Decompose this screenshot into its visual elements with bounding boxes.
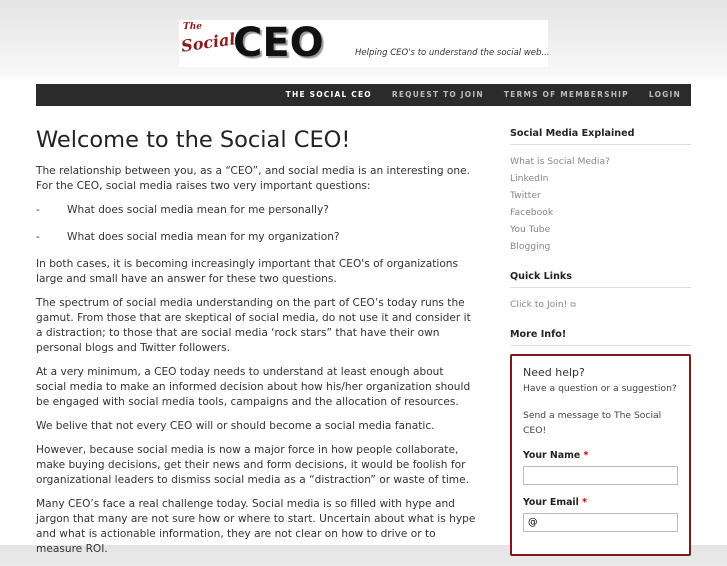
name-input[interactable] [523,466,678,485]
main-content [36,126,476,566]
logo-the: The [183,22,202,32]
nav-item-terms-of-membership[interactable]: TERMS OF MEMBERSHIP [503,90,629,99]
email-input[interactable] [523,513,678,532]
help-title: Need help? [523,366,585,379]
sidebar-link-facebook[interactable]: Facebook [510,207,554,218]
click-to-join-label: Click to Join! [510,299,568,310]
intro-paragraph: The relationship between you, as a “CEO”, and social media is an interesting one. For the CEO, social media raises two very important questions: [36,165,471,192]
sidebar-link-blogging[interactable]: Blogging [510,241,551,252]
sidebar-link-what-is-social-media[interactable]: What is Social Media? [510,156,610,167]
social-media-explained-heading: Social Media Explained [510,128,691,145]
sidebar-link-twitter[interactable]: Twitter [510,190,541,201]
sidebar-link-youtube[interactable]: You Tube [510,224,551,235]
name-label-text: Your Name [523,450,581,461]
paragraph: However, because social media is now a major force in how people collaborate, make buying decisions, get their news and form decisions, it would be foolish for organizational leaders to dismiss social media as a “distraction” or waste of time. [36,444,470,486]
question-item [36,203,476,218]
paragraph: Many CEO’s face a real challenge today. Social media is so filled with hype and jargon that many are not sure how or where to start. Uncertain about what is hype and what is actionable information, they are not clear on how to drive or to measure ROI. [36,498,476,555]
main-navigation [36,84,691,106]
logo-social: Social [179,29,237,56]
list-dash: - [36,231,40,243]
required-mark: * [583,450,589,461]
email-label-text: Your Email [523,497,579,508]
contact-form [510,354,691,556]
nav-item-request-to-join[interactable]: REQUEST TO JOIN [391,90,484,99]
site-logo[interactable] [179,20,548,67]
nav-item-the-social-ceo[interactable]: THE SOCIAL CEO [285,90,372,99]
email-field-label [523,497,678,508]
question-text: What does social media mean for my organization? [67,231,340,243]
paragraph: The spectrum of social media understanding on the part of CEO’s today runs the gamut. From those that are skeptical of social media, do not use it and consider it a distraction; to those that are social media ‘rock stars” that have their own personal blogs and Twitter followers. [36,297,471,354]
paragraph: We belive that not every CEO will or should become a social media fanatic. [36,420,435,432]
more-info-heading: More Info! [510,329,691,346]
question-text: What does social media mean for me personally? [67,204,329,216]
external-link-icon: ⧉ [570,300,576,309]
nav-item-login[interactable]: LOGIN [648,90,681,99]
quick-links-heading: Quick Links [510,271,691,288]
click-to-join-link[interactable] [510,296,691,313]
help-message: Send a message to The Social CEO! [523,410,662,436]
list-dash: - [36,204,40,216]
logo-ceo: CEO [233,20,324,66]
paragraph: In both cases, it is becoming increasingly important that CEO's of organizations large and small have an answer for these two questions. [36,258,459,285]
sidebar-link-linkedin[interactable]: LinkedIn [510,173,549,184]
logo-tagline: Helping CEO's to understand the social web... [355,48,550,58]
help-subtitle: Have a question or a suggestion? [523,383,677,394]
required-mark: * [582,497,588,508]
question-item [36,230,476,245]
paragraph: At a very minimum, a CEO today needs to understand at least enough about social media to make an informed decision about how his/her organization should be engaged with social media tools, campaigns and the allocation of resources. [36,366,471,408]
page-title: Welcome to the Social CEO! [36,127,351,153]
name-field-label [523,450,678,461]
sidebar [510,128,691,556]
